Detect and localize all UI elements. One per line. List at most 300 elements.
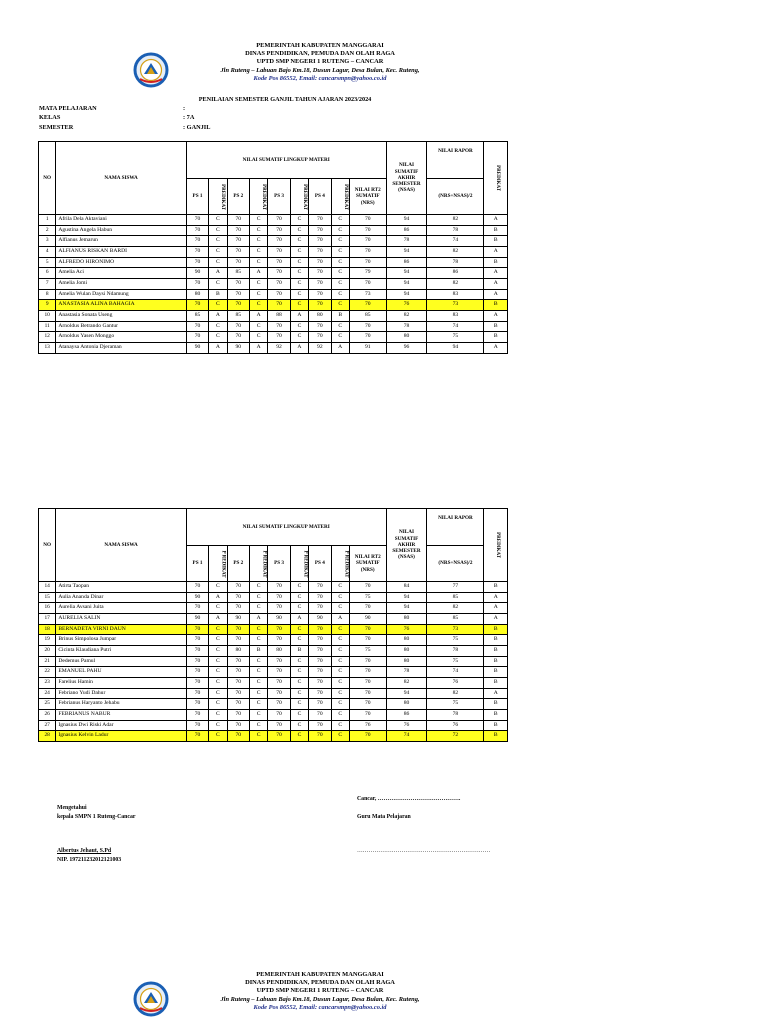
letterhead-text [170, 971, 470, 1012]
cell-nrs: 70 [349, 603, 386, 614]
cell-ps3: 70 [268, 667, 290, 678]
col-rapor: NILAI RAPOR [427, 509, 484, 546]
col-predikat: PREDIKAT [484, 509, 508, 582]
cell-ps4: 80 [309, 310, 331, 321]
cell-predikat-ps1: C [209, 225, 227, 236]
letterhead-bottom [130, 971, 460, 1021]
meta-label: SEMESTER [39, 123, 74, 131]
cell-predikat-ps1: C [209, 300, 227, 311]
cell-nsas: 84 [386, 582, 427, 593]
cell-predikat-ps2: C [250, 603, 268, 614]
cell-predikat-ps1: B [209, 289, 227, 300]
cell-ps3: 70 [268, 257, 290, 268]
school-logo-icon [130, 981, 172, 1017]
cell-predikat-ps1: C [209, 635, 227, 646]
cell-predikat: B [484, 667, 508, 678]
cell-ps1: 70 [186, 635, 208, 646]
cell-predikat-ps1: C [209, 699, 227, 710]
cell-predikat-ps2: C [250, 677, 268, 688]
cell-rapor: 94 [427, 342, 484, 353]
cell-ps4: 70 [309, 321, 331, 332]
cell-predikat-ps4: C [331, 246, 349, 257]
cell-nama: ANASTASIA ALINA BAHAGIA [56, 300, 186, 311]
cell-nama: ALFIANUS RISKAN BARDI [56, 246, 186, 257]
cell-predikat: B [484, 645, 508, 656]
cell-no: 22 [39, 667, 56, 678]
cell-ps2: 70 [227, 332, 249, 343]
cell-predikat-ps3: C [290, 278, 308, 289]
cell-ps2: 70 [227, 635, 249, 646]
cell-predikat-ps2: C [250, 332, 268, 343]
table-row [39, 268, 508, 279]
cell-ps2: 70 [227, 289, 249, 300]
cell-nama: Brinus Simpolosa Jumpar [56, 635, 186, 646]
cell-predikat-ps3: C [290, 624, 308, 635]
cell-ps3: 70 [268, 709, 290, 720]
cell-ps1: 70 [186, 699, 208, 710]
cell-no: 13 [39, 342, 56, 353]
cell-ps3: 70 [268, 603, 290, 614]
table-row [39, 236, 508, 247]
cell-predikat-ps2: C [250, 731, 268, 742]
letterhead-contact: Kode Pos 86552, Email: cancarsmpn@yahoo.co.id [253, 1003, 387, 1011]
cell-ps4: 70 [309, 688, 331, 699]
cell-nrs: 73 [349, 289, 386, 300]
meta-row [39, 123, 210, 132]
letterhead-line: UPTD SMP NEGERI 1 RUTENG – CANCAR [256, 987, 384, 995]
cell-no: 28 [39, 731, 56, 742]
cell-nsas: 94 [386, 688, 427, 699]
cell-predikat-ps1: C [209, 731, 227, 742]
cell-ps2: 70 [227, 236, 249, 247]
cell-predikat: A [484, 268, 508, 279]
cell-predikat-ps1: C [209, 246, 227, 257]
cell-ps1: 70 [186, 278, 208, 289]
cell-predikat-ps1: C [209, 656, 227, 667]
cell-predikat-ps4: C [331, 257, 349, 268]
cell-predikat-ps3: C [290, 731, 308, 742]
cell-ps3: 70 [268, 321, 290, 332]
cell-ps3: 70 [268, 688, 290, 699]
cell-nrs: 70 [349, 246, 386, 257]
cell-ps4: 92 [309, 342, 331, 353]
cell-predikat: B [484, 300, 508, 311]
cell-predikat: A [484, 246, 508, 257]
table-row [39, 699, 508, 710]
cell-ps1: 70 [186, 225, 208, 236]
col-ps1: PS 1 [186, 546, 208, 582]
cell-predikat-ps3: C [290, 332, 308, 343]
cell-no: 25 [39, 699, 56, 710]
col-predikat-ps3: P REDIKAT [290, 546, 308, 582]
cell-predikat-ps1: C [209, 645, 227, 656]
cell-rapor: 86 [427, 268, 484, 279]
cell-rapor: 75 [427, 656, 484, 667]
cell-predikat-ps1: A [209, 613, 227, 624]
cell-predikat-ps3: C [290, 257, 308, 268]
cell-nsas: 94 [386, 246, 427, 257]
cell-predikat-ps3: C [290, 635, 308, 646]
letterhead-line: PEMERINTAH KABUPATEN MANGGARAI [256, 971, 384, 978]
cell-nrs: 85 [349, 310, 386, 321]
cell-ps2: 70 [227, 603, 249, 614]
cell-no: 17 [39, 613, 56, 624]
cell-predikat: B [484, 731, 508, 742]
cell-ps4: 70 [309, 246, 331, 257]
col-predikat-ps4: PREDIKAT [331, 179, 349, 215]
cell-nsas: 82 [386, 310, 427, 321]
cell-ps4: 70 [309, 720, 331, 731]
cell-predikat: B [484, 656, 508, 667]
cell-predikat: B [484, 257, 508, 268]
cell-ps2: 70 [227, 300, 249, 311]
cell-nrs: 70 [349, 300, 386, 311]
cell-nama: Arnoldus Betrando Gantur [56, 321, 186, 332]
cell-ps1: 80 [186, 289, 208, 300]
cell-rapor: 78 [427, 709, 484, 720]
table-row [39, 635, 508, 646]
acknowledged-label: Mengetahui [57, 805, 87, 811]
cell-rapor: 74 [427, 667, 484, 678]
cell-predikat-ps1: A [209, 268, 227, 279]
cell-nsas: 94 [386, 278, 427, 289]
cell-nsas: 94 [386, 603, 427, 614]
cell-ps2: 70 [227, 677, 249, 688]
cell-ps4: 70 [309, 624, 331, 635]
cell-predikat-ps3: C [290, 720, 308, 731]
cell-no: 6 [39, 268, 56, 279]
cell-predikat-ps4: C [331, 731, 349, 742]
cell-nama: Atanaysa Antonia Djeraman [56, 342, 186, 353]
letterhead-line: PEMERINTAH KABUPATEN MANGGARAI [256, 42, 384, 49]
cell-rapor: 82 [427, 688, 484, 699]
cell-ps4: 70 [309, 677, 331, 688]
cell-nsas: 74 [386, 731, 427, 742]
cell-rapor: 76 [427, 677, 484, 688]
cell-nama: Amelia Jomi [56, 278, 186, 289]
cell-no: 16 [39, 603, 56, 614]
meta-value: : [183, 105, 186, 112]
cell-ps3: 70 [268, 635, 290, 646]
cell-predikat-ps3: C [290, 688, 308, 699]
cell-predikat-ps2: C [250, 246, 268, 257]
col-ps1: PS 1 [186, 179, 208, 215]
table-row [39, 656, 508, 667]
cell-nsas: 86 [386, 709, 427, 720]
col-nsas: NILAI SUMATIF AKHIR SEMESTER (NSAS) [386, 142, 427, 215]
cell-rapor: 75 [427, 635, 484, 646]
table-row [39, 257, 508, 268]
cell-predikat-ps4: C [331, 236, 349, 247]
cell-ps4: 70 [309, 709, 331, 720]
table-row [39, 688, 508, 699]
grades-table-1 [38, 141, 508, 354]
cell-ps1: 70 [186, 677, 208, 688]
cell-predikat-ps3: C [290, 215, 308, 226]
cell-nrs: 70 [349, 278, 386, 289]
cell-ps4: 70 [309, 699, 331, 710]
cell-ps2: 70 [227, 278, 249, 289]
col-nsas: NILAI SUMATIF AKHIR SEMESTER (NSAS) [386, 509, 427, 582]
letterhead-address: Jln Ruteng – Labuan Bajo Km.18, Dusun Lagur, Desa Bulan, Kec. Ruteng, [220, 66, 420, 74]
col-predikat-ps2: PREDIKAT [250, 179, 268, 215]
cell-predikat-ps2: C [250, 289, 268, 300]
table-row [39, 225, 508, 236]
col-predikat-ps1: PREDIKAT [209, 179, 227, 215]
table-row [39, 603, 508, 614]
cell-nrs: 75 [349, 592, 386, 603]
col-ps3: PS 3 [268, 179, 290, 215]
school-logo-icon [130, 52, 172, 88]
letterhead-line: DINAS PENDIDIKAN, PEMUDA DAN OLAH RAGA [245, 50, 395, 58]
cell-nama: Aulia Ananda Dinar [56, 592, 186, 603]
cell-ps1: 70 [186, 656, 208, 667]
cell-no: 23 [39, 677, 56, 688]
cell-nsas: 96 [386, 342, 427, 353]
cell-ps3: 70 [268, 289, 290, 300]
cell-nrs: 70 [349, 321, 386, 332]
cell-predikat-ps1: C [209, 257, 227, 268]
cell-rapor: 77 [427, 582, 484, 593]
col-nrs: NILAI RT2 SUMATIF (NRS) [349, 179, 386, 215]
cell-ps4: 70 [309, 215, 331, 226]
col-no: NO [39, 142, 56, 215]
cell-ps3: 70 [268, 246, 290, 257]
cell-predikat-ps4: A [331, 342, 349, 353]
cell-ps4: 90 [309, 613, 331, 624]
cell-predikat-ps3: A [290, 342, 308, 353]
cell-predikat: B [484, 699, 508, 710]
cell-predikat: A [484, 688, 508, 699]
cell-nrs: 70 [349, 332, 386, 343]
cell-predikat-ps1: C [209, 624, 227, 635]
cell-ps1: 70 [186, 624, 208, 635]
cell-predikat-ps1: C [209, 582, 227, 593]
cell-predikat-ps3: C [290, 300, 308, 311]
cell-ps1: 70 [186, 332, 208, 343]
cell-predikat-ps3: C [290, 677, 308, 688]
cell-ps4: 70 [309, 603, 331, 614]
col-rapor: NILAI RAPOR [427, 142, 484, 179]
cell-predikat-ps4: C [331, 603, 349, 614]
cell-nama: Arnoldus Yasen Monggo [56, 332, 186, 343]
cell-no: 27 [39, 720, 56, 731]
cell-predikat-ps4: C [331, 592, 349, 603]
cell-ps4: 70 [309, 667, 331, 678]
cell-nrs: 70 [349, 731, 386, 742]
cell-predikat-ps2: C [250, 582, 268, 593]
cell-no: 15 [39, 592, 56, 603]
cell-predikat: A [484, 592, 508, 603]
cell-predikat-ps1: C [209, 278, 227, 289]
cell-nama: Amelia Wulan Daysi Ndamung [56, 289, 186, 300]
cell-predikat-ps3: C [290, 236, 308, 247]
cell-no: 20 [39, 645, 56, 656]
cell-rapor: 78 [427, 645, 484, 656]
cell-ps3: 92 [268, 342, 290, 353]
cell-nrs: 70 [349, 688, 386, 699]
cell-no: 5 [39, 257, 56, 268]
principal-role: kepala SMPN 1 Ruteng-Cancar [57, 814, 136, 820]
table-row [39, 215, 508, 226]
cell-ps4: 70 [309, 225, 331, 236]
cell-nrs: 70 [349, 667, 386, 678]
cell-predikat-ps1: C [209, 677, 227, 688]
cell-nrs: 70 [349, 225, 386, 236]
cell-ps4: 70 [309, 582, 331, 593]
cell-ps2: 70 [227, 709, 249, 720]
cell-predikat-ps2: C [250, 257, 268, 268]
cell-no: 4 [39, 246, 56, 257]
col-ps2: PS 2 [227, 546, 249, 582]
cell-rapor: 82 [427, 278, 484, 289]
col-nama: NAMA SISWA [56, 509, 186, 582]
cell-predikat-ps1: A [209, 592, 227, 603]
cell-predikat-ps1: C [209, 603, 227, 614]
cell-ps4: 70 [309, 236, 331, 247]
table-row [39, 582, 508, 593]
cell-nama: Agustina Angela Habun [56, 225, 186, 236]
cell-ps4: 70 [309, 278, 331, 289]
cell-predikat-ps3: A [290, 613, 308, 624]
table-row [39, 300, 508, 311]
cell-ps2: 70 [227, 720, 249, 731]
cell-rapor: 75 [427, 332, 484, 343]
cell-predikat: B [484, 677, 508, 688]
cell-ps1: 70 [186, 667, 208, 678]
cell-predikat-ps2: C [250, 592, 268, 603]
cell-predikat: B [484, 332, 508, 343]
cell-predikat-ps2: A [250, 613, 268, 624]
cell-nama: Amelia Aci [56, 268, 186, 279]
cell-predikat-ps2: C [250, 667, 268, 678]
letterhead-contact: Kode Pos 86552, Email: cancarsmpn@yahoo.co.id [253, 74, 387, 82]
cell-predikat: B [484, 225, 508, 236]
cell-predikat-ps3: C [290, 656, 308, 667]
cell-predikat-ps4: C [331, 321, 349, 332]
col-ps4: PS 4 [309, 546, 331, 582]
cell-predikat-ps4: C [331, 645, 349, 656]
meta-label: KELAS [39, 114, 61, 122]
cell-ps1: 70 [186, 321, 208, 332]
col-nrs: NILAI RT2 SUMATIF (NRS) [349, 546, 386, 582]
cell-predikat: B [484, 624, 508, 635]
table-row [39, 342, 508, 353]
cell-no: 1 [39, 215, 56, 226]
cell-predikat: A [484, 342, 508, 353]
cell-nrs: 70 [349, 236, 386, 247]
cell-predikat-ps4: C [331, 582, 349, 593]
cell-nama: Atirta Taopan [56, 582, 186, 593]
cell-predikat-ps3: C [290, 582, 308, 593]
cell-nrs: 70 [349, 215, 386, 226]
cell-predikat-ps2: C [250, 321, 268, 332]
cell-ps2: 70 [227, 731, 249, 742]
cell-rapor: 82 [427, 215, 484, 226]
cell-ps3: 80 [268, 645, 290, 656]
cell-predikat: A [484, 289, 508, 300]
cell-predikat-ps4: C [331, 635, 349, 646]
cell-predikat-ps2: C [250, 688, 268, 699]
cell-predikat-ps3: C [290, 709, 308, 720]
cell-predikat-ps1: C [209, 688, 227, 699]
cell-predikat-ps2: C [250, 699, 268, 710]
table-row [39, 613, 508, 624]
cell-no: 8 [39, 289, 56, 300]
cell-ps3: 70 [268, 656, 290, 667]
cell-ps3: 70 [268, 731, 290, 742]
col-ps2: PS 2 [227, 179, 249, 215]
cell-predikat-ps4: C [331, 656, 349, 667]
table-header-row [39, 142, 508, 179]
grades-table-2 [38, 508, 508, 742]
cell-predikat-ps3: C [290, 246, 308, 257]
cell-nsas: 78 [386, 321, 427, 332]
cell-no: 7 [39, 278, 56, 289]
cell-nrs: 70 [349, 257, 386, 268]
table-row [39, 289, 508, 300]
cell-nama: Febriano Yudi Dahur [56, 688, 186, 699]
cell-predikat-ps2: C [250, 635, 268, 646]
cell-predikat: A [484, 613, 508, 624]
cell-nama: Ignasius Dwi Riski Adar [56, 720, 186, 731]
cell-predikat-ps4: C [331, 677, 349, 688]
cell-predikat: B [484, 709, 508, 720]
cell-predikat: B [484, 635, 508, 646]
cell-ps1: 85 [186, 310, 208, 321]
table-row [39, 278, 508, 289]
cell-no: 26 [39, 709, 56, 720]
cell-nama: ALFREDO HIRONIMO [56, 257, 186, 268]
cell-nama: Cicinta Klaudiana Putri [56, 645, 186, 656]
cell-predikat: B [484, 582, 508, 593]
place-date: Cancar, ……………………………………. [357, 796, 461, 802]
cell-nsas: 76 [386, 300, 427, 311]
cell-ps1: 90 [186, 592, 208, 603]
col-predikat-ps1: P REDIKAT [209, 546, 227, 582]
cell-predikat-ps3: C [290, 667, 308, 678]
cell-predikat-ps2: C [250, 656, 268, 667]
cell-ps3: 70 [268, 720, 290, 731]
cell-ps2: 70 [227, 582, 249, 593]
cell-rapor: 78 [427, 225, 484, 236]
cell-ps3: 70 [268, 624, 290, 635]
col-predikat-ps4: P REDIKAT [331, 546, 349, 582]
cell-ps2: 85 [227, 310, 249, 321]
cell-no: 9 [39, 300, 56, 311]
cell-nrs: 75 [349, 645, 386, 656]
cell-predikat-ps2: A [250, 268, 268, 279]
cell-nrs: 79 [349, 268, 386, 279]
cell-nrs: 70 [349, 582, 386, 593]
cell-ps1: 90 [186, 342, 208, 353]
cell-predikat-ps3: C [290, 592, 308, 603]
report-meta [39, 104, 210, 132]
cell-ps4: 70 [309, 257, 331, 268]
cell-ps3: 70 [268, 582, 290, 593]
cell-nsas: 80 [386, 699, 427, 710]
letterhead-text [170, 42, 470, 83]
cell-predikat-ps4: C [331, 300, 349, 311]
cell-rapor: 78 [427, 257, 484, 268]
cell-predikat-ps4: C [331, 278, 349, 289]
table-row [39, 677, 508, 688]
cell-nama: EMANUEL PAHU [56, 667, 186, 678]
cell-predikat: B [484, 321, 508, 332]
cell-ps3: 88 [268, 310, 290, 321]
col-sumatif: NILAI SUMATIF LINGKUP MATERI [186, 509, 386, 546]
cell-ps2: 70 [227, 624, 249, 635]
